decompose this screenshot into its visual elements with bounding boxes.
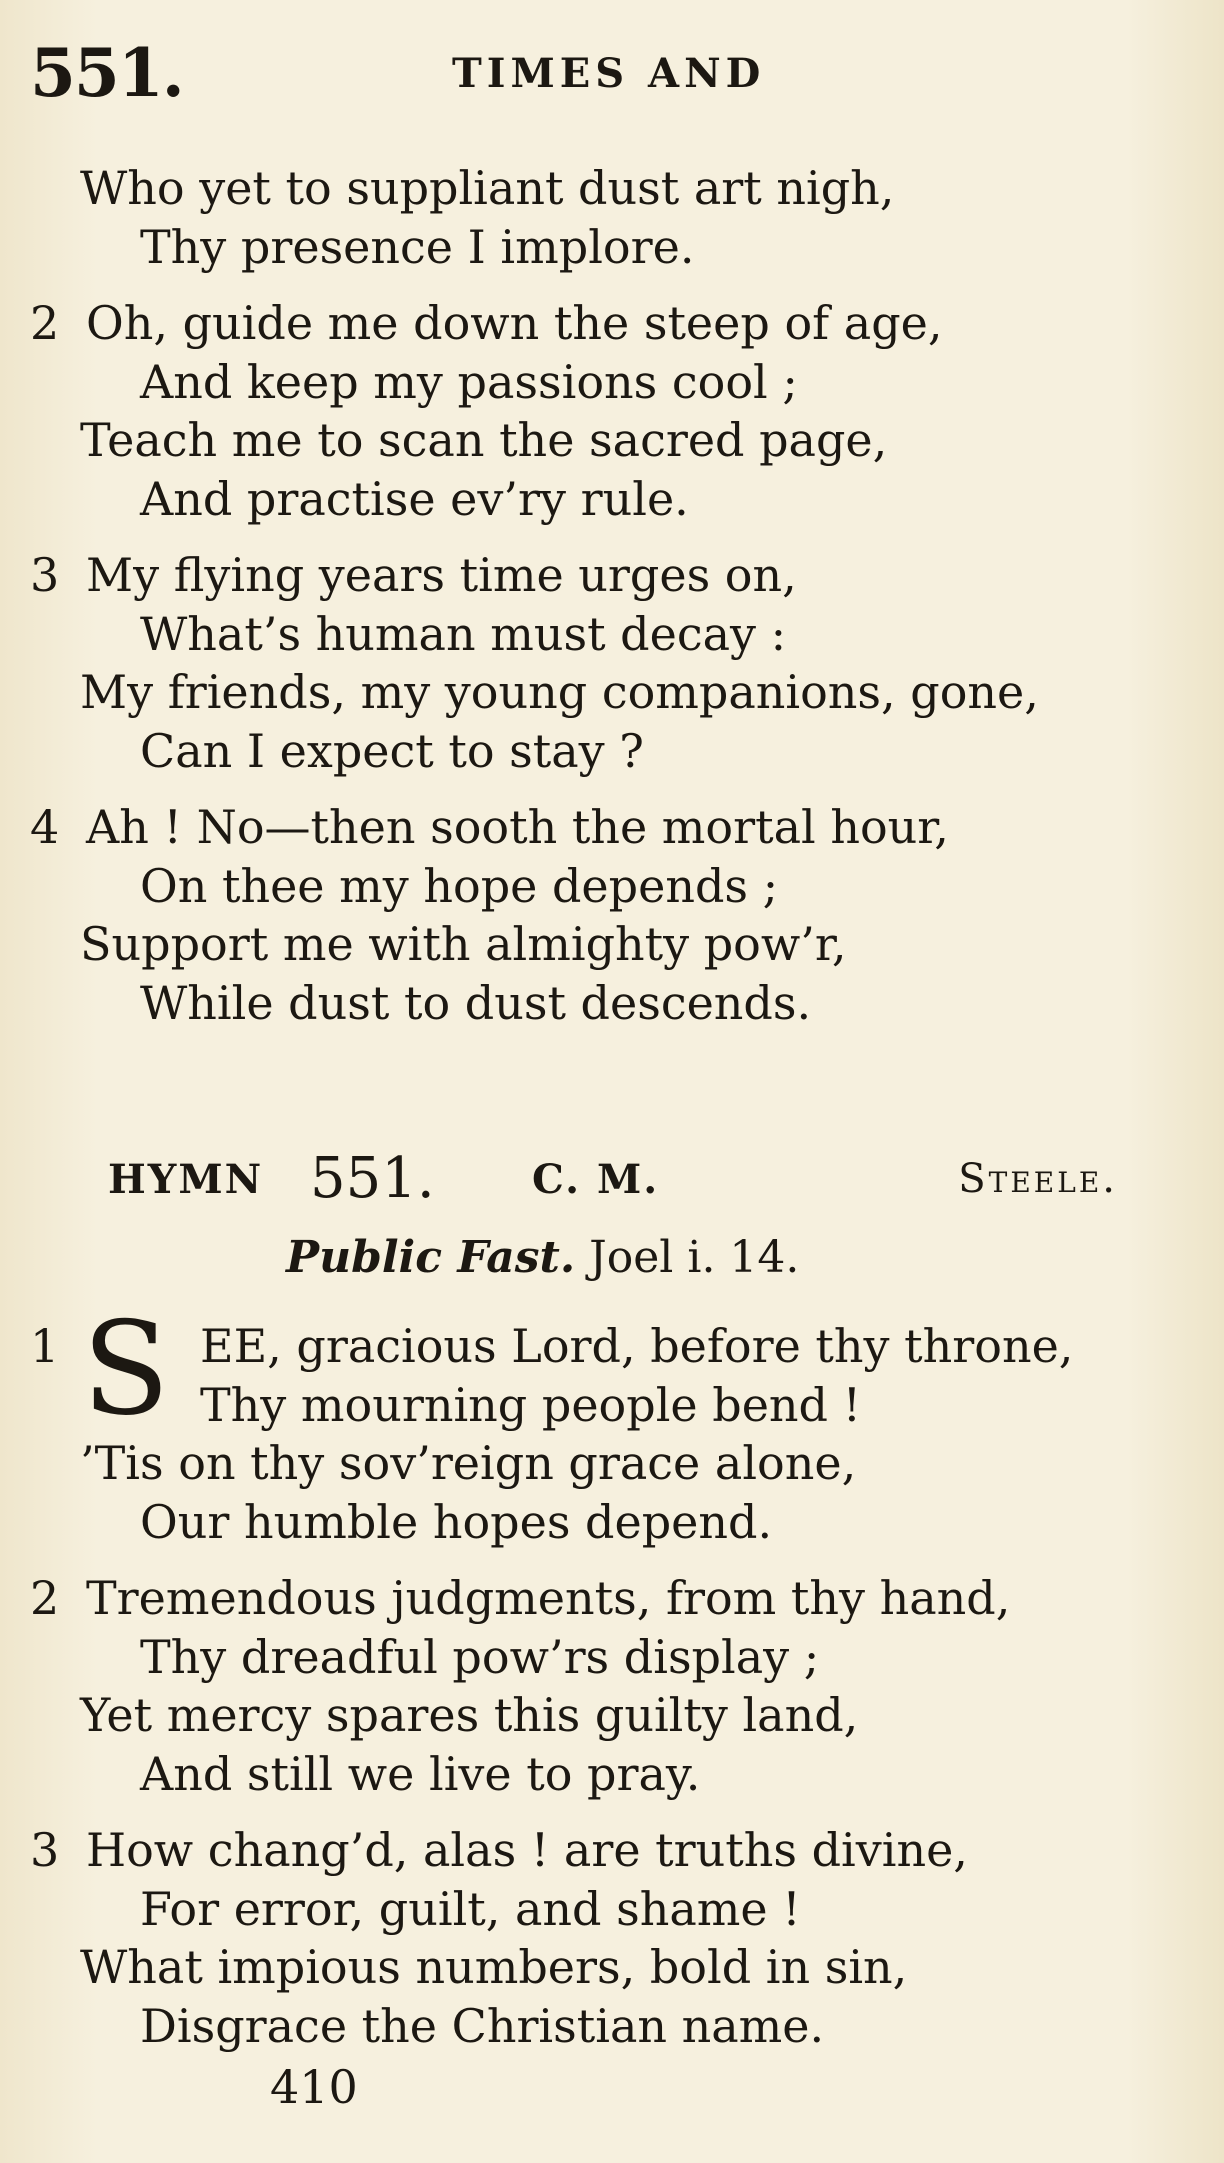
verse-line bbox=[140, 723, 644, 779]
hymn-meter: C. M. bbox=[532, 1156, 660, 1203]
page-header bbox=[30, 34, 1190, 112]
verse-text: Tremendous judgments, from thy hand, bbox=[86, 1571, 1011, 1625]
signature-mark: 410 bbox=[270, 2060, 358, 2114]
verse-line bbox=[80, 412, 887, 468]
verse-line bbox=[30, 1822, 968, 1878]
verse-text: Thy dreadful pow’rs display ; bbox=[140, 1629, 820, 1684]
verse-number: 4 bbox=[30, 800, 60, 854]
verse-text: Oh, guide me down the steep of age, bbox=[86, 296, 943, 350]
verse-line bbox=[200, 1318, 1073, 1374]
page-number: 551. bbox=[30, 34, 183, 112]
verse-line bbox=[140, 219, 694, 275]
verse-text: EE, gracious Lord, before thy throne, bbox=[200, 1319, 1074, 1373]
first-verse-number: 1 bbox=[30, 1319, 60, 1373]
verse-line bbox=[140, 354, 798, 410]
verse-line bbox=[80, 160, 894, 216]
hymn-number: 551. bbox=[310, 1146, 435, 1211]
verse-line bbox=[30, 295, 943, 351]
verse-line bbox=[80, 1687, 858, 1743]
verse-text: Teach me to scan the sacred page, bbox=[80, 413, 888, 467]
verse-number: 2 bbox=[30, 296, 60, 350]
verse-line bbox=[30, 1570, 1010, 1626]
verse-number: 3 bbox=[30, 1823, 60, 1877]
verse-line bbox=[200, 1377, 861, 1433]
verse-text: Yet mercy spares this guilty land, bbox=[80, 1688, 859, 1742]
verse-text: My friends, my young companions, gone, bbox=[80, 665, 1039, 719]
verse-text: Ah ! No—then sooth the mortal hour, bbox=[86, 800, 949, 854]
running-head: TIMES AND bbox=[452, 50, 766, 97]
verse-text: On thee my hope depends ; bbox=[140, 858, 779, 913]
verse-line bbox=[30, 799, 949, 855]
verse-line bbox=[80, 1435, 856, 1491]
verse-line bbox=[80, 916, 846, 972]
hymn-reference: Joel i. 14. bbox=[589, 1232, 800, 1283]
verse-line bbox=[140, 858, 778, 914]
verse-text: Can I expect to stay ? bbox=[140, 723, 644, 778]
verse-text: What’s human must decay : bbox=[140, 606, 787, 661]
verse-text: ’Tis on thy sov’reign grace alone, bbox=[80, 1436, 857, 1490]
verse-line bbox=[140, 975, 811, 1031]
hymn-551-heading bbox=[108, 1146, 1118, 1211]
drop-cap: S bbox=[82, 1295, 170, 1444]
verse-text: Support me with almighty pow’r, bbox=[80, 917, 847, 971]
verse-text: And keep my passions cool ; bbox=[140, 354, 798, 409]
hymn-author: Steele. bbox=[958, 1156, 1118, 1202]
verse-text: Our humble hopes depend. bbox=[140, 1494, 773, 1549]
verse-text: And practise ev’ry rule. bbox=[140, 471, 689, 526]
verse-text: And still we live to pray. bbox=[140, 1746, 701, 1801]
verse-line bbox=[140, 1494, 772, 1550]
hymn-label: HYMN bbox=[108, 1156, 264, 1203]
verse-number: 2 bbox=[30, 1571, 60, 1625]
hymn-title-line bbox=[286, 1232, 799, 1283]
verse-text: Disgrace the Christian name. bbox=[140, 1998, 825, 2053]
verse-text: My flying years time urges on, bbox=[86, 548, 797, 602]
verse-text: What impious numbers, bold in sin, bbox=[80, 1940, 908, 1994]
verse-text: Who yet to suppliant dust art nigh, bbox=[80, 161, 895, 215]
verse-line bbox=[30, 547, 797, 603]
verse-text: How chang’d, alas ! are truths divine, bbox=[86, 1823, 968, 1877]
verse-text: Thy presence I implore. bbox=[140, 219, 695, 274]
verse-line bbox=[140, 606, 786, 662]
verse-text: For error, guilt, and shame ! bbox=[140, 1881, 801, 1936]
verse-text: While dust to dust descends. bbox=[140, 975, 812, 1030]
verse-line bbox=[80, 1939, 907, 1995]
verse-number: 3 bbox=[30, 548, 60, 602]
verse-line bbox=[140, 1746, 700, 1802]
verse-line bbox=[140, 1998, 824, 2054]
verse-line bbox=[140, 1629, 819, 1685]
verse-line bbox=[140, 471, 689, 527]
verse-text: Thy mourning people bend ! bbox=[200, 1377, 862, 1432]
hymn-title: Public Fast. bbox=[286, 1232, 576, 1283]
verse-line bbox=[140, 1881, 801, 1937]
verse-line bbox=[80, 664, 1039, 720]
